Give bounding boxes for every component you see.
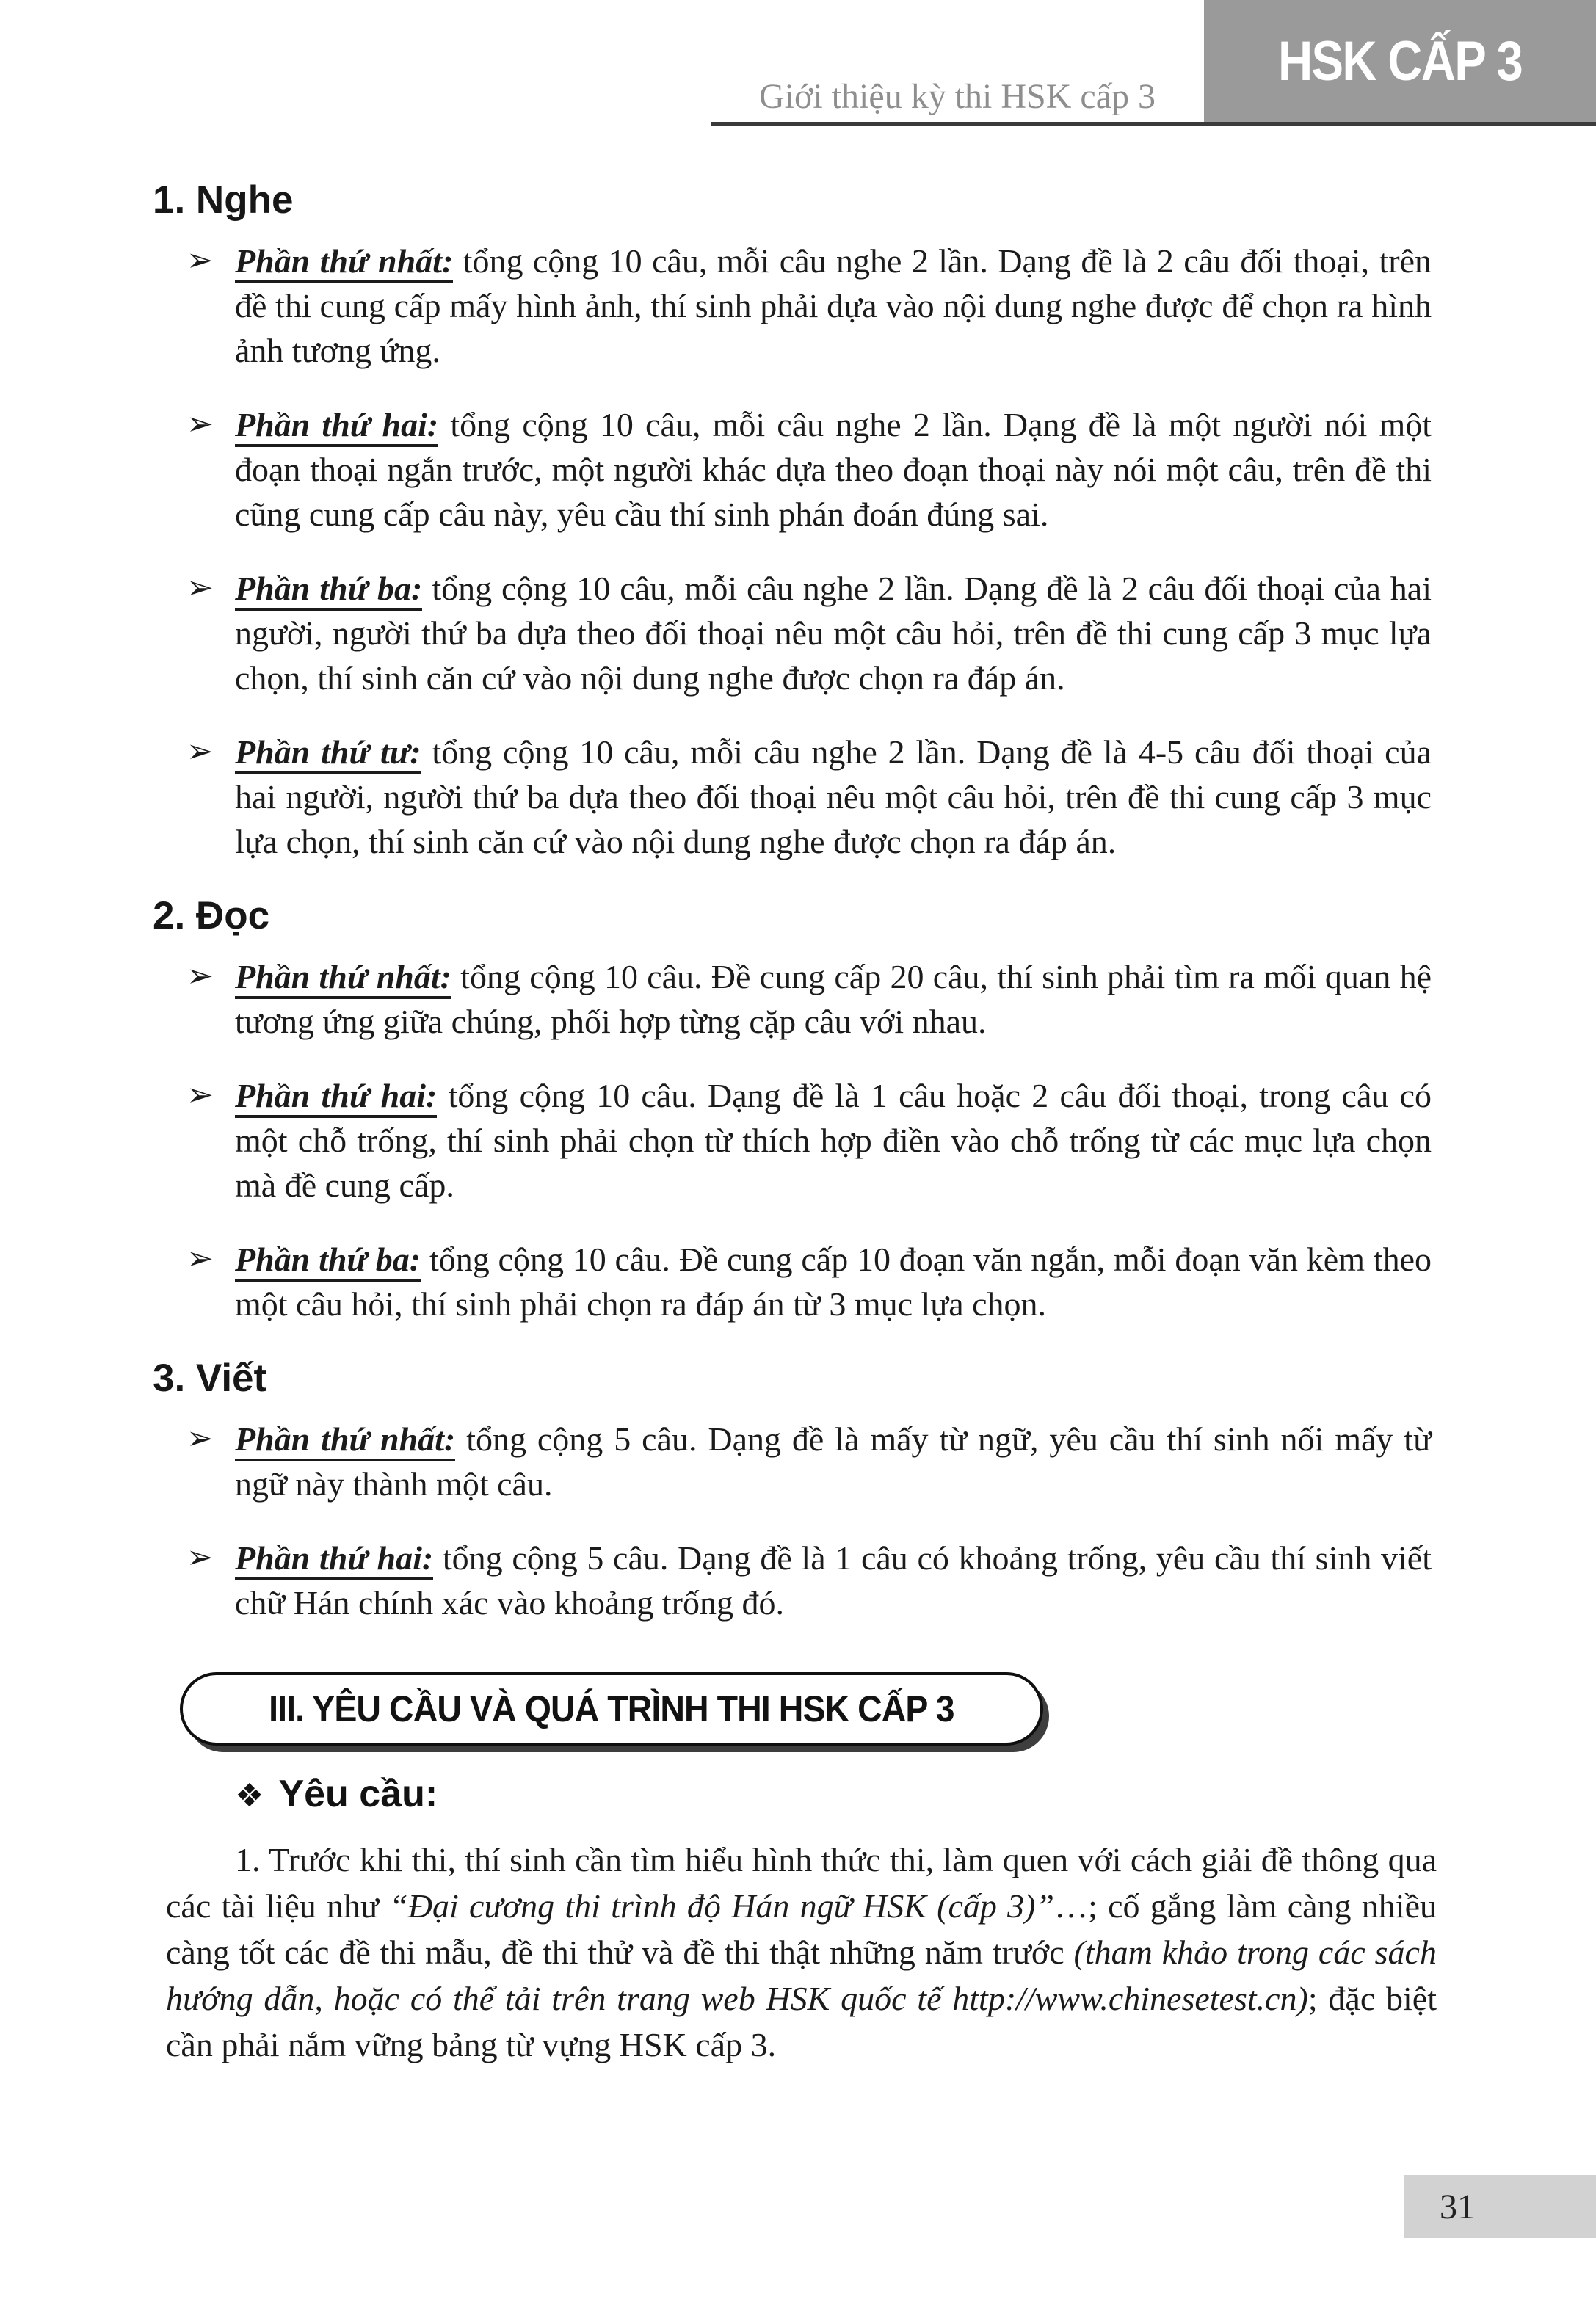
bullet-body: tổng cộng 10 câu, mỗi câu nghe 2 lần. Dạng đề là 2 câu đối thoại, trên đề thi cung cấp mấy hình ảnh, thí sinh phải dựa vào nội dung nghe được để chọn ra hình ảnh tương ứng. — [235, 242, 1432, 369]
bullet-body: tổng cộng 5 câu. Dạng đề là mấy từ ngữ, yêu cầu thí sinh nối mấy từ ngữ này thành một câu. — [235, 1420, 1432, 1503]
list-item — [186, 402, 1432, 537]
arrow-bullet-icon: ➢ — [186, 1539, 214, 1576]
section-heading: 3. Viết — [153, 1357, 267, 1400]
list-item — [186, 1073, 1432, 1208]
section-banner-label: III. YÊU CẦU VÀ QUÁ TRÌNH THI HSK CẤP 3 — [269, 1688, 954, 1729]
bullet-lead: Phần thứ ba: — [235, 1241, 421, 1282]
bullet-body: tổng cộng 10 câu. Đề cung cấp 10 đoạn văn ngắn, mỗi đoạn văn kèm theo một câu hỏi, thí sinh phải chọn ra đáp án từ 3 mục lựa chọn. — [235, 1241, 1432, 1323]
list-item — [186, 239, 1432, 373]
sections — [0, 151, 1596, 2068]
section-heading: 2. Đọc — [153, 894, 270, 937]
section-heading: 1. Nghe — [153, 178, 294, 222]
arrow-bullet-icon: ➢ — [186, 1240, 214, 1277]
bullet-lead: Phần thứ tư: — [235, 733, 421, 774]
bullet-list — [0, 1417, 1596, 1625]
bullet-lead: Phần thứ nhất: — [235, 242, 453, 283]
diamond-bullet-icon: ❖ — [235, 1777, 264, 1815]
bullet-body: tổng cộng 10 câu. Dạng đề là 1 câu hoặc 2 câu đối thoại, trong câu có một chỗ trống, thí sinh phải chọn từ thích hợp điền vào chỗ trống từ các mục lựa chọn mà đề cung cấp. — [235, 1077, 1432, 1204]
bullet-body: tổng cộng 10 câu, mỗi câu nghe 2 lần. Dạng đề là 4-5 câu đối thoại của hai người, người thứ ba dựa theo đối thoại nêu một câu hỏi, trên đề thi cung cấp 3 mục lựa chọn, thí sinh căn cứ vào nội dung nghe được chọn ra đáp án. — [235, 733, 1432, 860]
requirements-heading — [235, 1772, 1596, 1816]
list-item — [186, 1237, 1432, 1326]
bullet-lead: Phần thứ nhất: — [235, 958, 451, 999]
page-number-box — [1404, 2175, 1596, 2238]
bullet-body: tổng cộng 10 câu, mỗi câu nghe 2 lần. Dạng đề là một người nói một đoạn thoại ngắn trước, một người khác dựa theo đoạn thoại này nói một câu, trên đề thi cũng cung cấp câu này, yêu cầu thí sinh phán đoán đúng sai. — [235, 406, 1432, 533]
running-header-title: Giới thiệu kỳ thi HSK cấp 3 — [759, 77, 1156, 116]
paragraph-segment: …; cố gắng làm càng nhiều càng tốt các đề thi mẫu, đề thi thử và đề thi thật những năm trước — [166, 1887, 1437, 1971]
bullet-body: tổng cộng 5 câu. Dạng đề là 1 câu có khoảng trống, yêu cầu thí sinh viết chữ Hán chính xác vào khoảng trống đó. — [235, 1539, 1432, 1622]
chapter-badge — [1204, 0, 1596, 122]
bullet-list — [0, 239, 1596, 864]
arrow-bullet-icon: ➢ — [186, 405, 214, 443]
paragraph-segment: (tham khảo trong các sách hướng dẫn, hoặc có thể tải trên trang web HSK quốc tế http://www.chinesetest.cn) — [166, 1933, 1437, 2017]
paragraph-segment: 1. Trước khi thi, thí sinh cần tìm hiểu hình thức thi, làm quen với cách giải đề thông qua các tài liệu như — [166, 1841, 1437, 1925]
list-item — [186, 566, 1432, 700]
intro-paragraph — [166, 1837, 1437, 2068]
bullet-lead: Phần thứ ba: — [235, 570, 422, 611]
list-item — [186, 730, 1432, 864]
bullet-lead: Phần thứ hai: — [235, 406, 438, 447]
arrow-bullet-icon: ➢ — [186, 1076, 214, 1114]
content-section — [0, 893, 1596, 1326]
list-item — [186, 954, 1432, 1044]
paragraph-segment: ; đặc biệt cần phải nắm vững bảng từ vựng HSK cấp 3. — [166, 1980, 1437, 2063]
content-section — [0, 1356, 1596, 1625]
list-item — [186, 1417, 1432, 1506]
arrow-bullet-icon: ➢ — [186, 569, 214, 606]
bullet-body: tổng cộng 10 câu, mỗi câu nghe 2 lần. Dạng đề là 2 câu đối thoại của hai người, người thứ ba dựa theo đối thoại nêu một câu hỏi, trên đề thi cung cấp 3 mục lựa chọn, thí sinh căn cứ vào nội dung nghe được chọn ra đáp án. — [235, 570, 1432, 697]
bullet-body: tổng cộng 10 câu. Đề cung cấp 20 câu, thí sinh phải tìm ra mối quan hệ tương ứng giữa chúng, phối hợp từng cặp câu với nhau. — [235, 958, 1432, 1040]
bullet-lead: Phần thứ hai: — [235, 1077, 437, 1118]
list-item — [186, 1536, 1432, 1625]
page-number: 31 — [1440, 2187, 1475, 2226]
content-section — [0, 178, 1596, 864]
requirements-heading-label: Yêu cầu: — [278, 1773, 438, 1815]
arrow-bullet-icon: ➢ — [186, 957, 214, 995]
arrow-bullet-icon: ➢ — [186, 1420, 214, 1457]
paragraph-segment: “Đại cương thi trình độ Hán ngữ HSK (cấp 3)” — [389, 1887, 1055, 1925]
arrow-bullet-icon: ➢ — [186, 242, 214, 279]
header-divider — [711, 122, 1596, 126]
section-banner — [180, 1672, 1043, 1746]
arrow-bullet-icon: ➢ — [186, 733, 214, 770]
chapter-badge-label: HSK CẤP 3 — [1277, 29, 1522, 92]
bullet-list — [0, 954, 1596, 1326]
bullet-lead: Phần thứ hai: — [235, 1539, 433, 1580]
bullet-lead: Phần thứ nhất: — [235, 1420, 455, 1461]
